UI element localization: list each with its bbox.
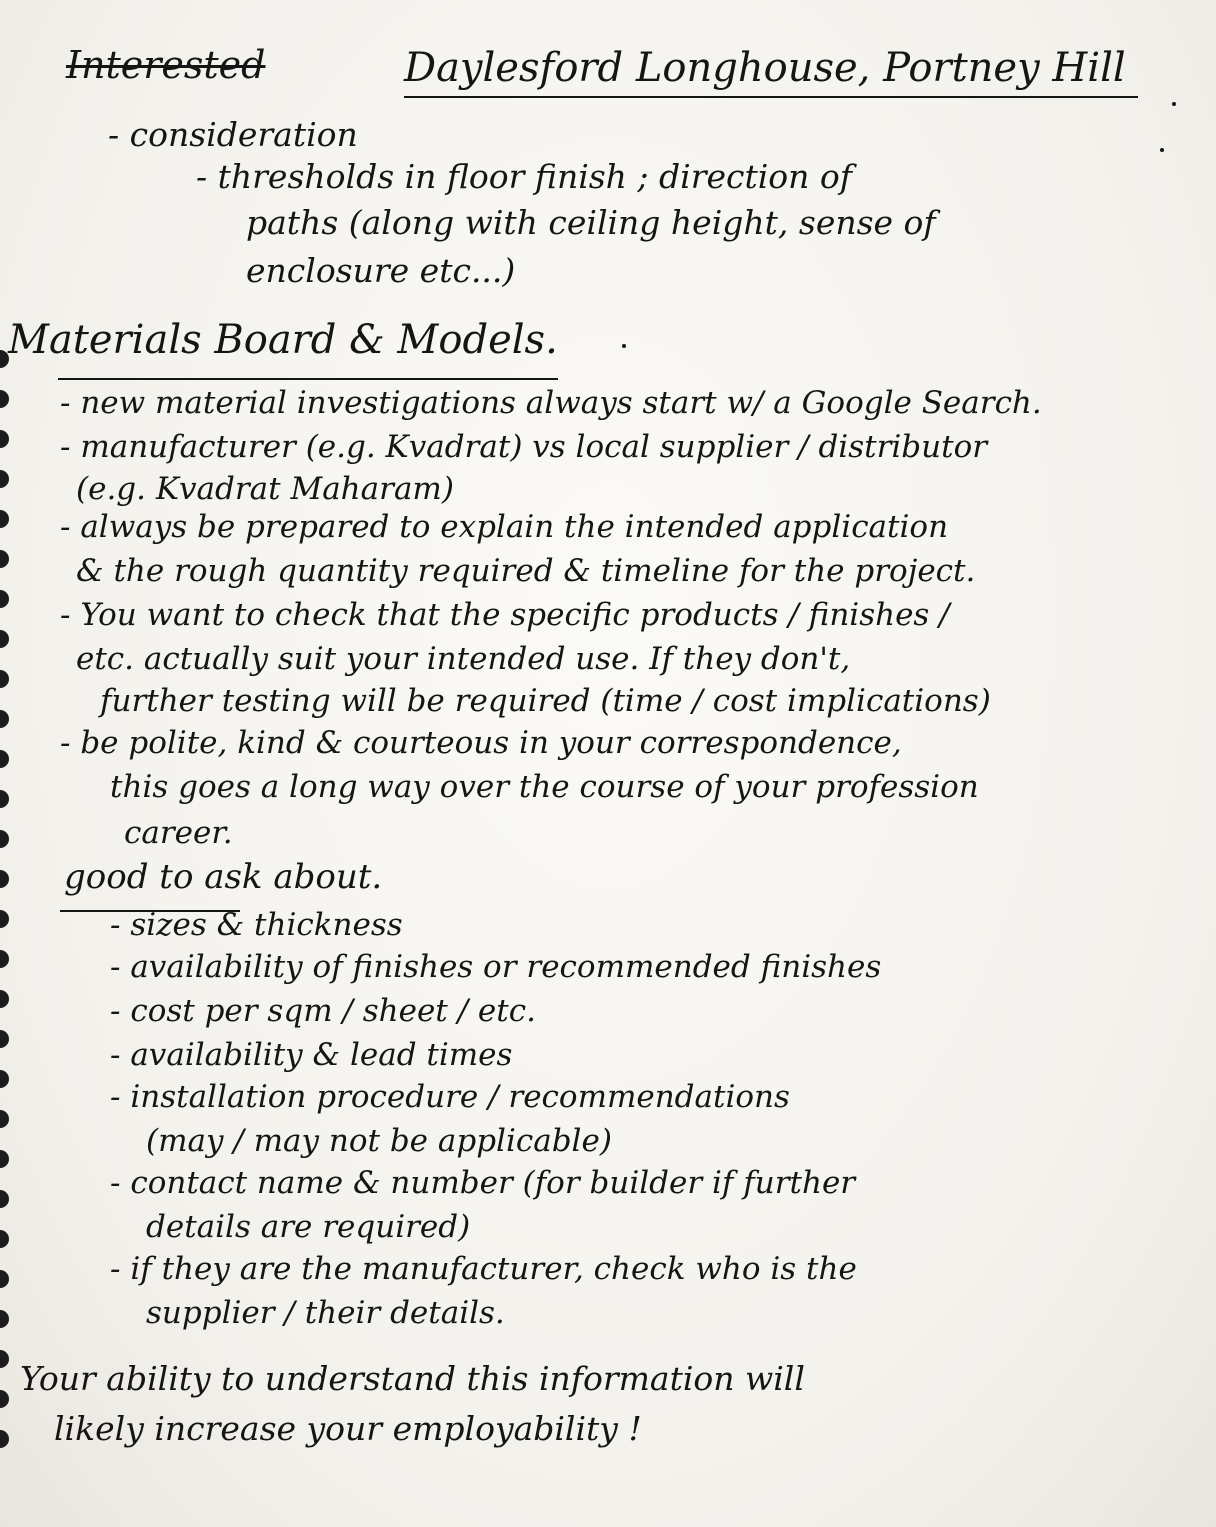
pen-dot — [1172, 102, 1176, 106]
materials-line: (e.g. Kvadrat Maharam) — [76, 471, 454, 507]
ask-line: - availability of finishes or recommended finishes — [110, 949, 882, 985]
pen-dot — [1160, 148, 1164, 152]
materials-line: career. — [124, 815, 233, 851]
consideration-line: paths (along with ceiling height, sense of — [246, 203, 936, 242]
consideration-line: - thresholds in floor finish ; direction of — [196, 157, 853, 196]
ask-line: supplier / their details. — [146, 1295, 505, 1331]
materials-line: - manufacturer (e.g. Kvadrat) vs local supplier / distributor — [60, 429, 988, 465]
pen-dot — [622, 344, 626, 348]
materials-heading-underline — [58, 378, 558, 380]
materials-line: further testing will be required (time / cost implications) — [100, 683, 991, 719]
ask-line: - installation procedure / recommendations — [110, 1079, 790, 1115]
closing-line: Your ability to understand this information will — [20, 1359, 805, 1398]
ask-line: - sizes & thickness — [110, 907, 403, 943]
title-underline — [404, 96, 1138, 98]
ask-line: - contact name & number (for builder if further — [110, 1165, 856, 1201]
materials-line: this goes a long way over the course of your profession — [110, 769, 979, 805]
materials-line: & the rough quantity required & timeline for the project. — [76, 553, 976, 589]
spiral-binding — [0, 350, 14, 1527]
materials-line: etc. actually suit your intended use. If they don't, — [76, 641, 851, 677]
ask-line: (may / may not be applicable) — [146, 1123, 612, 1159]
ask-line: details are required) — [146, 1209, 471, 1245]
closing-line: likely increase your employability ! — [54, 1409, 642, 1448]
ask-line: - if they are the manufacturer, check who is the — [110, 1251, 857, 1287]
consideration-label: - consideration — [108, 115, 358, 154]
materials-line: - new material investigations always start w/ a Google Search. — [60, 385, 1042, 421]
crossed-out-word: Interested — [66, 43, 266, 87]
ask-line: - cost per sqm / sheet / etc. — [110, 993, 536, 1029]
materials-line: - You want to check that the specific products / finishes / — [60, 597, 950, 633]
ask-heading: good to ask about. — [64, 857, 383, 897]
ask-line: - availability & lead times — [110, 1037, 513, 1073]
page-title: Daylesford Longhouse, Portney Hill — [404, 45, 1126, 91]
materials-line: - be polite, kind & courteous in your correspondence, — [60, 725, 902, 761]
consideration-line: enclosure etc...) — [246, 251, 516, 290]
materials-heading: Materials Board & Models. — [8, 317, 558, 363]
materials-line: - always be prepared to explain the intended application — [60, 509, 949, 545]
